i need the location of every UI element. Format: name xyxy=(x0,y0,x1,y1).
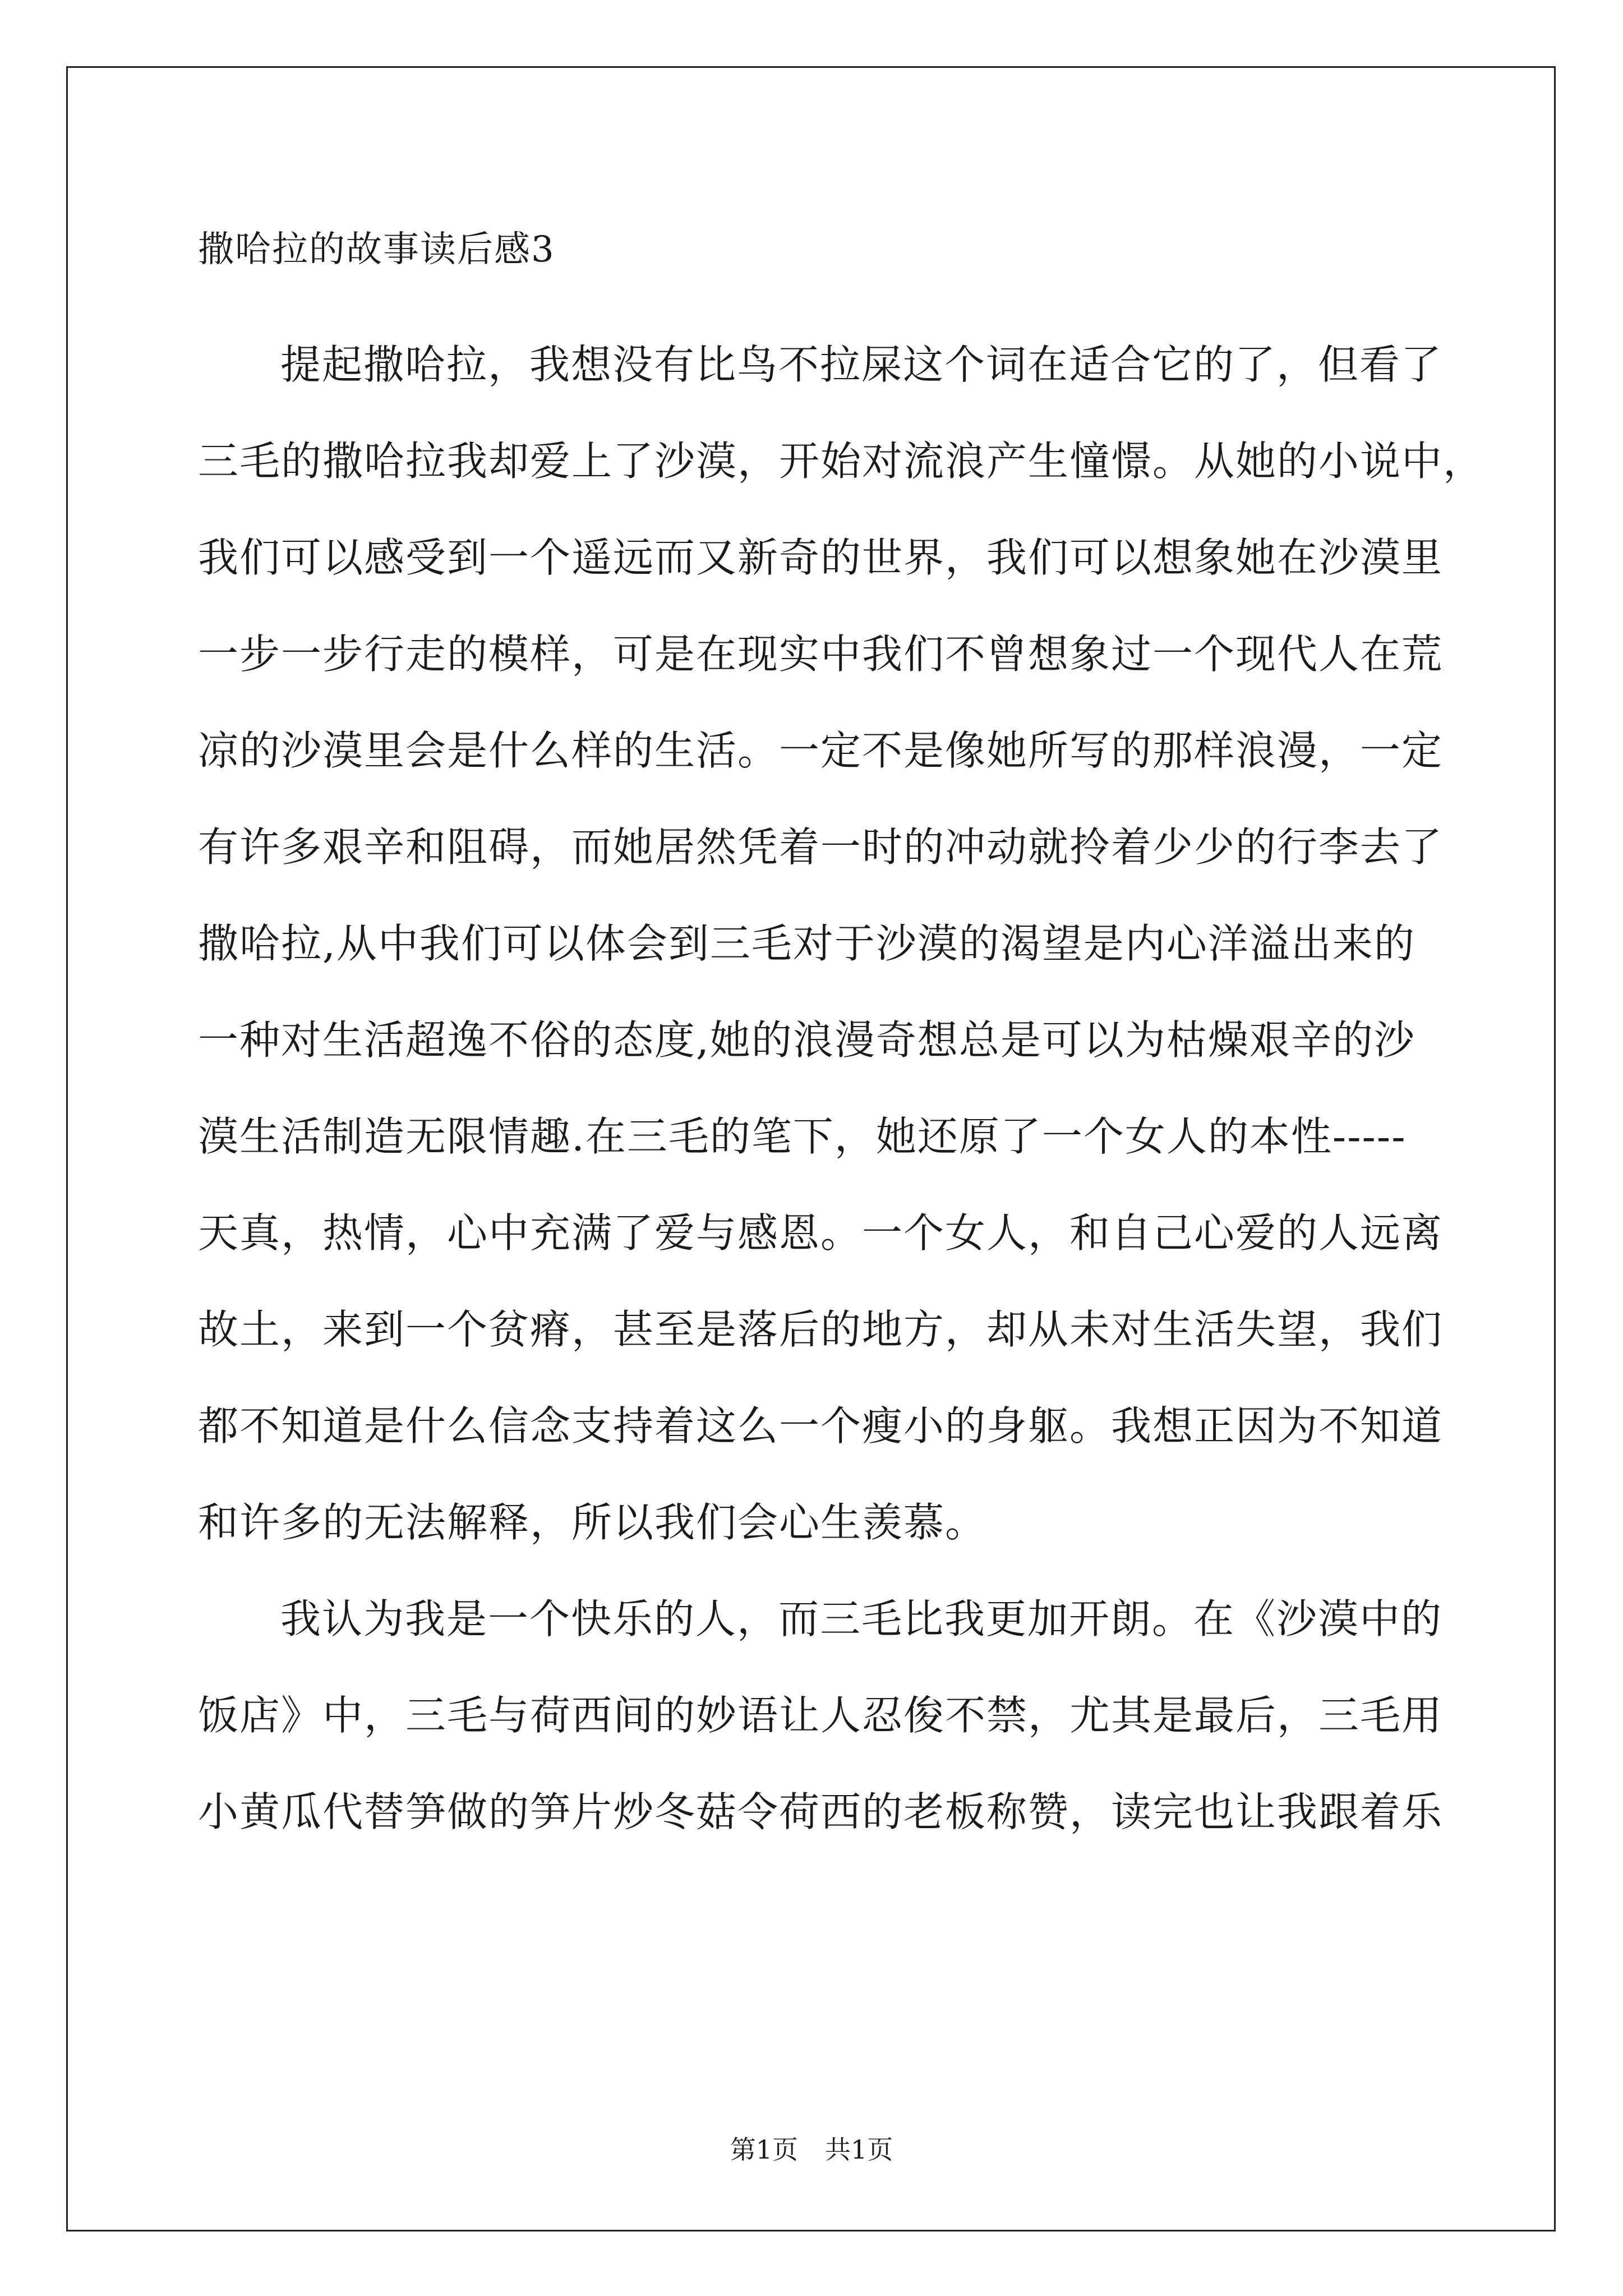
paragraph-2-line-1: 我认为我是一个快乐的人，而三毛比我更加开朗。在《沙漠中的 xyxy=(280,1595,1443,1642)
paragraph-1-line-8: 一种对生活超逸不俗的态度,她的浪漫奇想总是可以为枯燥艰辛的沙 xyxy=(198,1016,1415,1064)
paragraph-1-line-4: 一步一步行走的模样，可是在现实中我们不曾想象过一个现代人在荒 xyxy=(198,631,1444,678)
paragraph-1-line-11: 故土，来到一个贫瘠，甚至是落后的地方，却从未对生活失望，我们 xyxy=(198,1306,1444,1353)
paragraph-1-line-9: 漠生活制造无限情趣.在三毛的笔下，她还原了一个女人的本性----- xyxy=(198,1113,1407,1160)
document-body xyxy=(198,316,1485,1860)
document-title: 撒哈拉的故事读后感3 xyxy=(198,229,555,270)
page-footer xyxy=(0,2133,1623,2166)
paragraph-1-line-13: 和许多的无法解释，所以我们会心生羡慕。 xyxy=(198,1499,987,1546)
paragraph-2-line-2: 饭店》中，三毛与荷西间的妙语让人忍俊不禁，尤其是最后，三毛用 xyxy=(198,1692,1444,1739)
paragraph-1-line-7: 撒哈拉,从中我们可以体会到三毛对于沙漠的渴望是内心洋溢出来的 xyxy=(198,920,1415,967)
paragraph-1-line-12: 都不知道是什么信念支持着这么一个瘦小的身躯。我想正因为不知道 xyxy=(198,1402,1444,1450)
page-number-current: 第1页 xyxy=(730,2134,798,2165)
paragraph-1-line-5: 凉的沙漠里会是什么样的生活。一定不是像她所写的那样浪漫，一定 xyxy=(198,727,1444,774)
paragraph-1-line-2: 三毛的撒哈拉我却爱上了沙漠，开始对流浪产生憧憬。从她的小说中， xyxy=(198,438,1485,485)
paragraph-1-line-3: 我们可以感受到一个遥远而又新奇的世界，我们可以想象她在沙漠里 xyxy=(198,534,1444,581)
paragraph-1-line-1: 提起撒哈拉，我想没有比鸟不拉屎这个词在适合它的了，但看了 xyxy=(280,341,1443,388)
paragraph-2-line-3: 小黄瓜代替笋做的笋片炒冬菇令荷西的老板称赞，读完也让我跟着乐 xyxy=(198,1788,1444,1835)
paragraph-1-line-6: 有许多艰辛和阻碍，而她居然凭着一时的冲动就拎着少少的行李去了 xyxy=(198,823,1444,871)
paragraph-1-line-10: 天真，热情，心中充满了爱与感恩。一个女人，和自己心爱的人远离 xyxy=(198,1209,1444,1257)
page-number-total: 共1页 xyxy=(825,2134,893,2165)
